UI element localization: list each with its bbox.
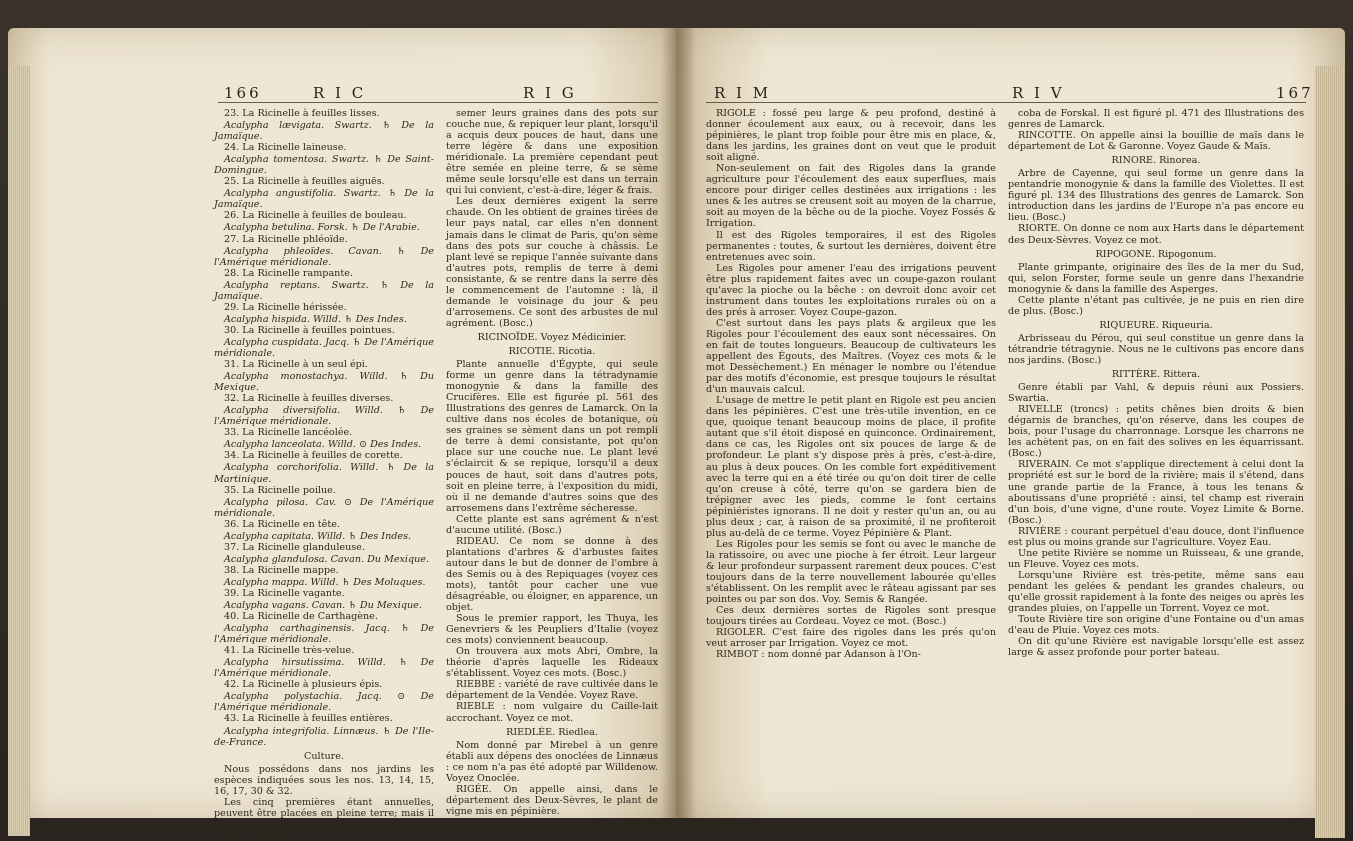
species-name: Acalypha hirsutissima. Willd. ♄ De l'Amérique méridionale. bbox=[214, 657, 434, 680]
paragraph: Plante annuelle d'Égypte, qui seule forme un genre dans la tétradynamie monogynie & dans la famille des Crucifères. Elle est figurée pl. 561 des Illustrations des genres de Lamarck. On la cultive dans nos écoles de botanique, où ses graines se sèment dans un pot rempli de terre à demi consistante, pot qu'on place sur une couche nue. Le plant levé s'éclaircit & se repique, lorsqu'il a deux pouces de haut, soit dans d'autres pots, soit en pleine terre, à l'exposition du midi, où il ne demande d'autres soins que des arrosemens dans l'extrême sécheresse. bbox=[446, 359, 658, 514]
right-header-rule bbox=[706, 102, 1306, 103]
paragraph: RIMBOT : nom donné par Adanson à l'On- bbox=[716, 649, 921, 661]
species-name: Acalypha phleoïdes. Cavan. ♄ De l'Amérique méridionale. bbox=[214, 245, 434, 268]
paragraph: Non-seulement on fait des Rigoles dans la grande agriculture pour l'écoulement des eaux superflues, mais encore pour diriger celles destinées aux irrigations : les unes & les autres se creusent soit au moyen de la charrue, soit au moyen de la bêche ou de la pioche. Voyez Fossés & Irrigation. bbox=[706, 163, 996, 230]
species-name: Acalypha pilosa. Cav. ⊙ De l'Amérique méridionale. bbox=[214, 496, 434, 519]
paragraph: Arbrisseau du Pérou, qui seul constitue un genre dans la tétrandrie tétragynie. Nous ne le cultivons pas encore dans nos jardins. (Bosc.) bbox=[1008, 332, 1304, 366]
paragraph: RIGOLER. C'est faire des rigoles dans les prés qu'on veut arroser par Irrigation. Voyez ce mot. bbox=[706, 627, 996, 650]
entry-heading: RINORE. Rinorea. bbox=[1111, 155, 1201, 167]
paragraph: Ces deux dernières sortes de Rigoles sont presque toujours tirées au Cordeau. Voyez ce mot. (Bosc.) bbox=[706, 605, 996, 628]
paragraph: On dit qu'une Rivière est navigable lorsqu'elle est assez large & assez profonde pour porter bateau. bbox=[1008, 636, 1304, 659]
paragraph: 28. La Ricinelle rampante. bbox=[224, 267, 353, 279]
paragraph: RINCOTTE. On appelle ainsi la bouillie de maïs dans le département de Lot & Garonne. Voyez Gaude & Maïs. bbox=[1008, 130, 1304, 153]
species-name: Acalypha lanceolata. Willd. ⊙ Des Indes. bbox=[224, 439, 422, 451]
paragraph: Genre établi par Vahl, & depuis réuni aux Possiers. Swartia. bbox=[1008, 382, 1304, 405]
paragraph: L'usage de mettre le petit plant en Rigole est peu ancien dans les pépinières. C'est une très-utile invention, en ce que, quoique tenant beaucoup moins de place, il profite autant que s'il étoit disposé en quinconce. Ordinairement, dans ce cas, les Rigoles ont six pouces de large & de profondeur. Le plant s'y dispose près à près, c'est-à-dire, au plus à deux pouces. On les comble fort expéditivement avec la terre qui en a été tirée ou qu'on doit tirer de celle qu'on creuse à côté, terre qu'on se gardera bien de trépigner avec les pieds, comme le font certains pépiniéristes ignorans. Il ne doit y rester qu'un an, ou au plus deux ; car, à raison de sa proximité, il ne profiteroit plus au-delà de ce terme. Voyez Pépinière & Plant. bbox=[706, 395, 996, 539]
paragraph: Les Rigoles pour les semis se font ou avec le manche de la ratissoire, ou avec une pioche à fer étroit. Leur largeur & leur profondeur surpassent rarement deux pouces. C'est toujours dans de la terre nouvellement labourée qu'elles s'établissent. On les remplit avec le râteau agissant par ses pointes ou par son dos. Voy. Semis & Rangée. bbox=[706, 538, 996, 606]
species-name: Acalypha mappa. Willd. ♄ Des Moluques. bbox=[224, 576, 426, 588]
paragraph: RIORTE. On donne ce nom aux Harts dans le département des Deux-Sèvres. Voyez ce mot. bbox=[1008, 223, 1304, 246]
paragraph: Toute Rivière tire son origine d'une Fontaine ou d'un amas d'eau de Pluie. Voyez ces mots. bbox=[1008, 614, 1304, 637]
paragraph: Les deux dernières exigent la serre chaude. On les obtient de graines tirées de leur pays natal, car elles n'en donnent jamais dans le climat de Paris, qu'on sème dans des pots sur couche à châssis. Le plant levé se repique l'année suivante dans d'autres pots, remplis de terre à demi consistante, & se rentre dans la serre dès le commencement de l'automne : là, il demande le voisinage du jour & peu d'arrosemens. Ce sont des arbustes de nul agrément. (Bosc.) bbox=[446, 196, 658, 329]
paragraph: 27. La Ricinelle phléoïde. bbox=[224, 233, 348, 245]
paragraph: 35. La Ricinelle poilue. bbox=[224, 484, 336, 496]
paragraph: RIGÉE. On appelle ainsi, dans le département des Deux-Sèvres, le plant de vigne mis en pépinière. bbox=[446, 783, 658, 817]
entry-heading: RIPOGONE. Ripogonum. bbox=[1095, 248, 1217, 260]
paragraph: 40. La Ricinelle de Carthagène. bbox=[224, 611, 378, 623]
paragraph: RIVERAIN. Ce mot s'applique directement à celui dont la propriété est sur le bord de la rivière; mais il s'étend, dans une grande partie de la France, à tous les tenans & aboutissans d'une propriété : ainsi, tel champ est riverain d'un bois, d'une vigne, d'une route. Voyez Limite & Borne. (Bosc.) bbox=[1008, 459, 1304, 526]
paragraph: 41. La Ricinelle très-velue. bbox=[224, 645, 355, 657]
paragraph: C'est surtout dans les pays plats & argileux que les Rigoles pour l'écoulement des eaux sont nécessaires. On en fait de toutes longueurs. Beaucoup de cultivateurs les appellent des Égouts, des Maîtres. (Voyez ces mots & le mot Dessèchement.) En ménager le nombre ou l'étendue par des motifs d'économie, est presque toujours le résultat d'un mauvais calcul. bbox=[706, 317, 996, 396]
right-column-1 bbox=[706, 108, 996, 660]
right-running-head-right: R I V bbox=[1012, 84, 1065, 102]
species-name: Acalypha reptans. Swartz. ♄ De la Jamaïque. bbox=[214, 279, 434, 302]
paragraph: Cette plante n'étant pas cultivée, je ne puis en rien dire de plus. (Bosc.) bbox=[1008, 294, 1304, 317]
entry-heading: RIEDLÉE. Riedlea. bbox=[506, 726, 598, 738]
right-running-head-left: R I M bbox=[714, 84, 772, 102]
paragraph: 33. La Ricinelle lancéolée. bbox=[224, 427, 353, 439]
paragraph: 23. La Ricinelle à feuilles lisses. bbox=[224, 108, 380, 119]
species-name: Acalypha hispida. Willd. ♄ Des Indes. bbox=[224, 313, 407, 325]
species-name: Acalypha tomentosa. Swartz. ♄ De Saint-Domingue. bbox=[214, 154, 434, 177]
entry-heading: RITTÈRE. Rittera. bbox=[1111, 369, 1201, 381]
left-running-head-left: R I C bbox=[313, 84, 367, 102]
paragraph: RIEBBE : variété de rave cultivée dans le département de la Vendée. Voyez Rave. bbox=[446, 679, 658, 702]
paragraph: 26. La Ricinelle à feuilles de bouleau. bbox=[224, 210, 407, 222]
paragraph: 42. La Ricinelle à plusieurs épis. bbox=[224, 679, 383, 691]
species-name: Acalypha corchorifolia. Willd. ♄ De la Martinique. bbox=[214, 462, 434, 485]
paragraph: 25. La Ricinelle à feuilles aiguës. bbox=[224, 176, 385, 188]
paragraph: 39. La Ricinelle vagante. bbox=[224, 587, 345, 599]
paragraph: Il est des Rigoles temporaires, il est des Rigoles permanentes : toutes, & surtout les dernières, doivent être entretenues avec soin. bbox=[706, 229, 996, 263]
left-page-edges bbox=[8, 66, 30, 836]
paragraph: 29. La Ricinelle hérissée. bbox=[224, 301, 347, 313]
species-name: Acalypha monostachya. Willd. ♄ Du Mexique. bbox=[214, 371, 434, 394]
paragraph: semer leurs graines dans des pots sur couche nue, & repiquer leur plant, lorsqu'il a acquis deux pouces de haut, dans une terre légère & dans une exposition méridionale. La première cependant peut être semée en pleine terre, & se sème même seule lorsqu'elle est dans un terrain qui lui convient, c'est-à-dire, léger & frais. bbox=[446, 108, 658, 197]
entry-heading: Culture. bbox=[304, 750, 344, 762]
paragraph: Sous le premier rapport, les Thuya, les Genevriers & les Peupliers d'Italie (voyez ces mots) conviennent beaucoup. bbox=[446, 613, 658, 647]
species-name: Acalypha betulina. Forsk. ♄ De l'Arabie. bbox=[224, 222, 420, 234]
paragraph: Cette plante est sans agrément & n'est d'aucune utilité. (Bosc.) bbox=[446, 513, 658, 536]
species-name: Acalypha cuspidata. Jacq. ♄ De l'Amérique méridionale. bbox=[214, 336, 434, 359]
paragraph: RIEBLE : nom vulgaire du Caille-lait accrochant. Voyez ce mot. bbox=[446, 701, 658, 724]
species-name: Acalypha capitata. Willd. ♄ Des Indes. bbox=[224, 530, 412, 542]
paragraph: 32. La Ricinelle à feuilles diverses. bbox=[224, 393, 394, 405]
species-name: Acalypha lævigata. Swartz. ♄ De la Jamaïque. bbox=[214, 120, 434, 143]
book-gutter bbox=[660, 28, 696, 818]
paragraph: Les cinq premières étant annuelles, peuvent être placées en pleine terre; mais il n'en faut pas moins, pour avancer l'époque de leur floraison bbox=[214, 796, 434, 841]
species-name: Acalypha glandulosa. Cavan. Du Mexique. bbox=[224, 553, 430, 565]
paragraph: On trouvera aux mots Abri, Ombre, la théorie d'après laquelle les Rideaux s'établissent. Voyez ces mots. (Bosc.) bbox=[446, 646, 658, 680]
paragraph: coba de Forskal. Il est figuré pl. 471 des Illustrations des genres de Lamarck. bbox=[1008, 108, 1304, 131]
paragraph: Une petite Rivière se nomme un Ruisseau, & une grande, un Fleuve. Voyez ces mots. bbox=[1008, 547, 1304, 570]
species-name: Acalypha vagans. Cavan. ♄ Du Mexique. bbox=[224, 600, 422, 612]
left-column-2 bbox=[446, 108, 658, 817]
entry-heading: RICOTIE. Ricotia. bbox=[508, 345, 596, 357]
entry-heading: RICINOÏDE. Voyez Médicinier. bbox=[477, 331, 627, 343]
paragraph: Plante grimpante, originaire des îles de la mer du Sud, qui, selon Forster, forme seule un genre dans l'hexandrie monogynie & dans la famille des Asperges. bbox=[1008, 261, 1304, 295]
left-column-1 bbox=[214, 108, 434, 841]
paragraph: Nous possédons dans nos jardins les espèces indiquées sous les nos. 13, 14, 15, 16, 17, 30 & 32. bbox=[214, 763, 434, 797]
left-page-number: 166 bbox=[224, 84, 262, 102]
paragraph: Les Rigoles pour amener l'eau des irrigations peuvent être plus rapidement faites avec un coupe-gazon roulant qu'avec la pioche ou la bêche : on devroit donc avoir cet instrument dans toutes les exploitations rurales où on a des prés à arroser. Voyez Coupe-gazon. bbox=[706, 262, 996, 318]
paragraph: RIGOLE : fossé peu large & peu profond, destiné à donner écoulement aux eaux, ou à recevoir, dans les pépinières, le plant trop foible pour être mis en place, &, dans les jardins, les graines dont on veut que le produit soit aligné. bbox=[706, 108, 996, 164]
species-name: Acalypha polystachia. Jacq. ⊙ De l'Amérique méridionale. bbox=[214, 691, 434, 714]
right-page-number: 167 bbox=[1276, 84, 1314, 102]
paragraph: 34. La Ricinelle à feuilles de corette. bbox=[224, 450, 403, 462]
paragraph: RIDEAU. Ce nom se donne à des plantations d'arbres & d'arbustes faites autour dans le but de donner de l'ombre à des Semis ou à des Repiquages (voyez ces mots), tantôt pour cacher une vue désagréable, ou éloigner, en apparence, un objet. bbox=[446, 535, 658, 614]
paragraph: RIVELLE (troncs) : petits chênes bien droits & bien dégarnis de branches, qu'on réserve, dans les coupes de bois, pour l'usage du charronnage. Lorsque les charrons ne les achètent pas, on en fait des solives en les équarrissant. (Bosc.) bbox=[1008, 404, 1304, 460]
paragraph: RIVIÈRE : courant perpétuel d'eau douce, dont l'influence est plus ou moins grande sur l'agriculture. Voyez Eau. bbox=[1008, 525, 1304, 548]
paragraph: Lorsqu'une Rivière est très-petite, même sans eau pendant les gelées & pendant les grandes chaleurs, ou qu'elle grossit rapidement à la fonte des neiges ou après les grandes pluies, on l'appelle un Torrent. Voyez ce mot. bbox=[1008, 569, 1304, 615]
right-page bbox=[676, 28, 1345, 818]
species-name: Acalypha diversifolia. Willd. ♄ De l'Amérique méridionale. bbox=[214, 405, 434, 428]
paragraph: Arbre de Cayenne, qui seul forme un genre dans la pentandrie monogynie & dans la famille des Violettes. Il est figuré pl. 134 des Illustrations des genres de Lamarck. Son introduction dans les jardins de l'Europe n'a pas encore eu lieu. (Bosc.) bbox=[1008, 168, 1304, 224]
paragraph: 43. La Ricinelle à feuilles entières. bbox=[224, 713, 393, 725]
left-running-head-right: R I G bbox=[523, 84, 577, 102]
species-name: Acalypha carthaginensis. Jacq. ♄ De l'Amérique méridionale. bbox=[214, 623, 434, 646]
paragraph: 37. La Ricinelle glanduleuse. bbox=[224, 541, 365, 553]
paragraph: 38. La Ricinelle mappe. bbox=[224, 564, 339, 576]
entry-heading: RIQUEURE. Riqueuria. bbox=[1099, 319, 1213, 331]
species-name: Acalypha integrifolia. Linnæus. ♄ De l'Ile-de-France. bbox=[214, 725, 434, 748]
species-name: Acalypha angustifolia. Swartz. ♄ De la Jamaïque. bbox=[214, 188, 434, 211]
paragraph: 36. La Ricinelle en tête. bbox=[224, 518, 340, 530]
paragraph: 31. La Ricinelle à un seul épi. bbox=[224, 359, 368, 371]
left-header-rule bbox=[218, 102, 658, 103]
paragraph: 24. La Ricinelle laineuse. bbox=[224, 142, 347, 154]
left-page bbox=[8, 28, 684, 841]
paragraph: 30. La Ricinelle à feuilles pointues. bbox=[224, 324, 395, 336]
paragraph: Nom donné par Mirebel à un genre établi aux dépens des onoclées de Linnæus : ce nom n'a pas été adopté par Willdenow. Voyez Onoclée. bbox=[446, 739, 658, 784]
right-column-2 bbox=[1008, 108, 1304, 658]
right-page-edges bbox=[1315, 66, 1345, 838]
